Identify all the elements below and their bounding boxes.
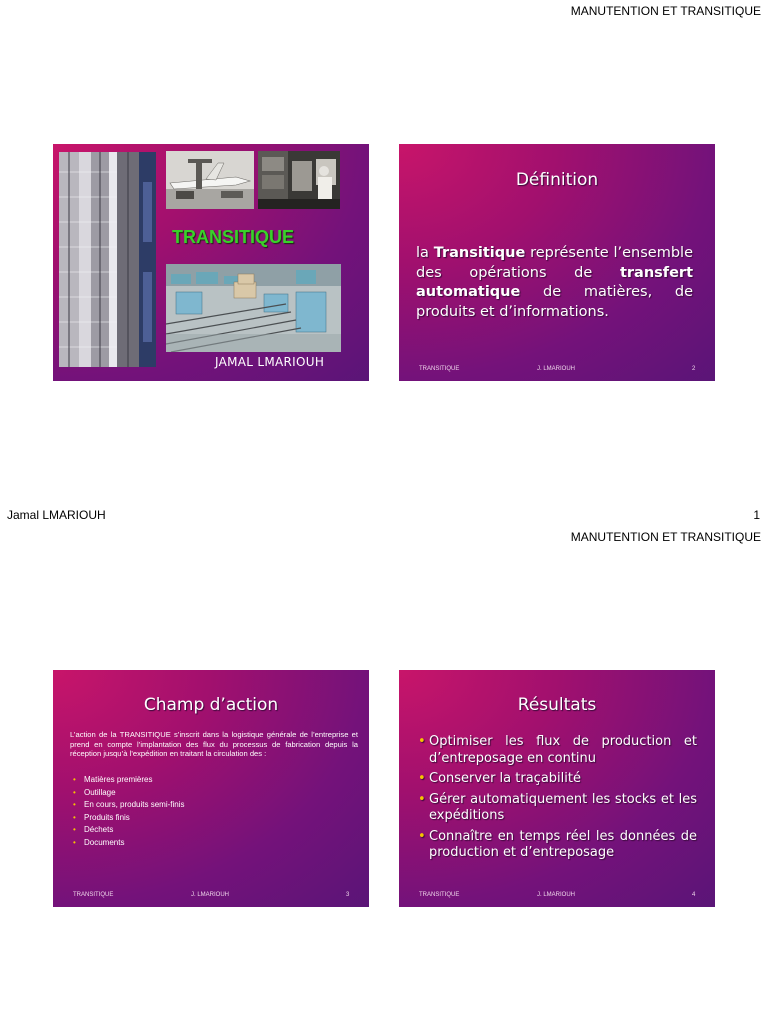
- definition-bold-transfert: transfert automatique: [416, 264, 693, 300]
- bullet-dot-icon: •: [73, 800, 76, 810]
- page-number: 1: [753, 508, 760, 522]
- slide-3-footer-mid: J. LMARIOUH: [191, 892, 230, 898]
- slide-2-footer-num: 2: [692, 366, 696, 372]
- bullet-dot-icon: •: [418, 828, 426, 844]
- warehouse-worker-photo: [258, 151, 340, 209]
- definition-end: de matières, de produits et d’informations.: [416, 284, 693, 320]
- slide-4-title: Résultats: [517, 695, 597, 715]
- conveyor-photo: [166, 264, 341, 352]
- list-item: • Conserver la traçabilité: [418, 771, 581, 786]
- airplane-loading-photo: [166, 151, 254, 209]
- page-header-second: MANUTENTION ET TRANSITIQUE: [570, 530, 761, 544]
- definition-middle: représente l’ensemble des opérations de: [416, 245, 693, 281]
- list-item: • En cours, produits semi-finis: [73, 799, 184, 812]
- page-header-top: MANUTENTION ET TRANSITIQUE: [570, 4, 761, 18]
- bullet-dot-icon: •: [418, 771, 426, 786]
- slide-4-footer-left: TRANSITIQUE: [419, 892, 460, 898]
- bullet-dot-icon: •: [73, 787, 76, 797]
- definition-text: [416, 244, 693, 322]
- list-item: • Gérer automatiquement les stocks et les expéditions: [418, 791, 697, 823]
- bullet-dot-icon: •: [73, 812, 76, 822]
- slide-2-title: Définition: [515, 170, 599, 190]
- slide-1-main-title: TRANSITIQUE: [172, 227, 295, 247]
- list-item: • Produits finis: [73, 812, 184, 825]
- bullet-dot-icon: •: [73, 837, 76, 847]
- list-item: • Déchets: [73, 824, 184, 837]
- definition-bold-transitique: Transitique: [433, 245, 526, 261]
- slide-2-footer-left: TRANSITIQUE: [419, 366, 460, 372]
- slide-2-footer-mid: J. LMARIOUH: [537, 366, 576, 372]
- slide-4-resultats: [399, 670, 715, 907]
- list-item: • Documents: [73, 837, 184, 850]
- list-item: • Matières premières: [73, 774, 184, 787]
- slide-3-footer-left: TRANSITIQUE: [73, 892, 114, 898]
- list-item: • Outillage: [73, 787, 184, 800]
- bullet-dot-icon: •: [73, 775, 76, 784]
- bullet-dot-icon: •: [73, 825, 76, 835]
- definition-prefix: la: [416, 245, 434, 261]
- slide-3-champ-action: [53, 670, 369, 907]
- slide-2-definition: [399, 144, 715, 381]
- slide-4-footer-mid: J. LMARIOUH: [537, 892, 576, 898]
- slide-1-title: [53, 144, 369, 381]
- page-footer-author: Jamal LMARIOUH: [7, 508, 106, 522]
- slide-1-author: JAMAL LMARIOUH: [215, 355, 325, 369]
- champ-intro-text: L’action de la TRANSITIQUE s’inscrit dans la logistique générale de l’entreprise et prend en compte l’implantation des flux du processus de fabrication depuis la réception jusqu’à l’expédition en traitant la circulation des :: [70, 730, 358, 758]
- list-item: • Optimiser les flux de production et d’entreposage en continu: [418, 734, 697, 766]
- storage-rack-photo: [59, 152, 156, 367]
- list-item: • Connaître en temps réel les données de production et d’entreposage: [418, 828, 697, 860]
- bullet-dot-icon: •: [418, 734, 426, 749]
- slide-3-title: Champ d’action: [143, 695, 279, 715]
- resultats-bullet-list: [418, 734, 697, 862]
- champ-bullet-list: [73, 774, 184, 850]
- slide-3-footer-num: 3: [346, 892, 350, 898]
- bullet-dot-icon: •: [418, 791, 426, 807]
- slide-4-footer-num: 4: [692, 892, 696, 898]
